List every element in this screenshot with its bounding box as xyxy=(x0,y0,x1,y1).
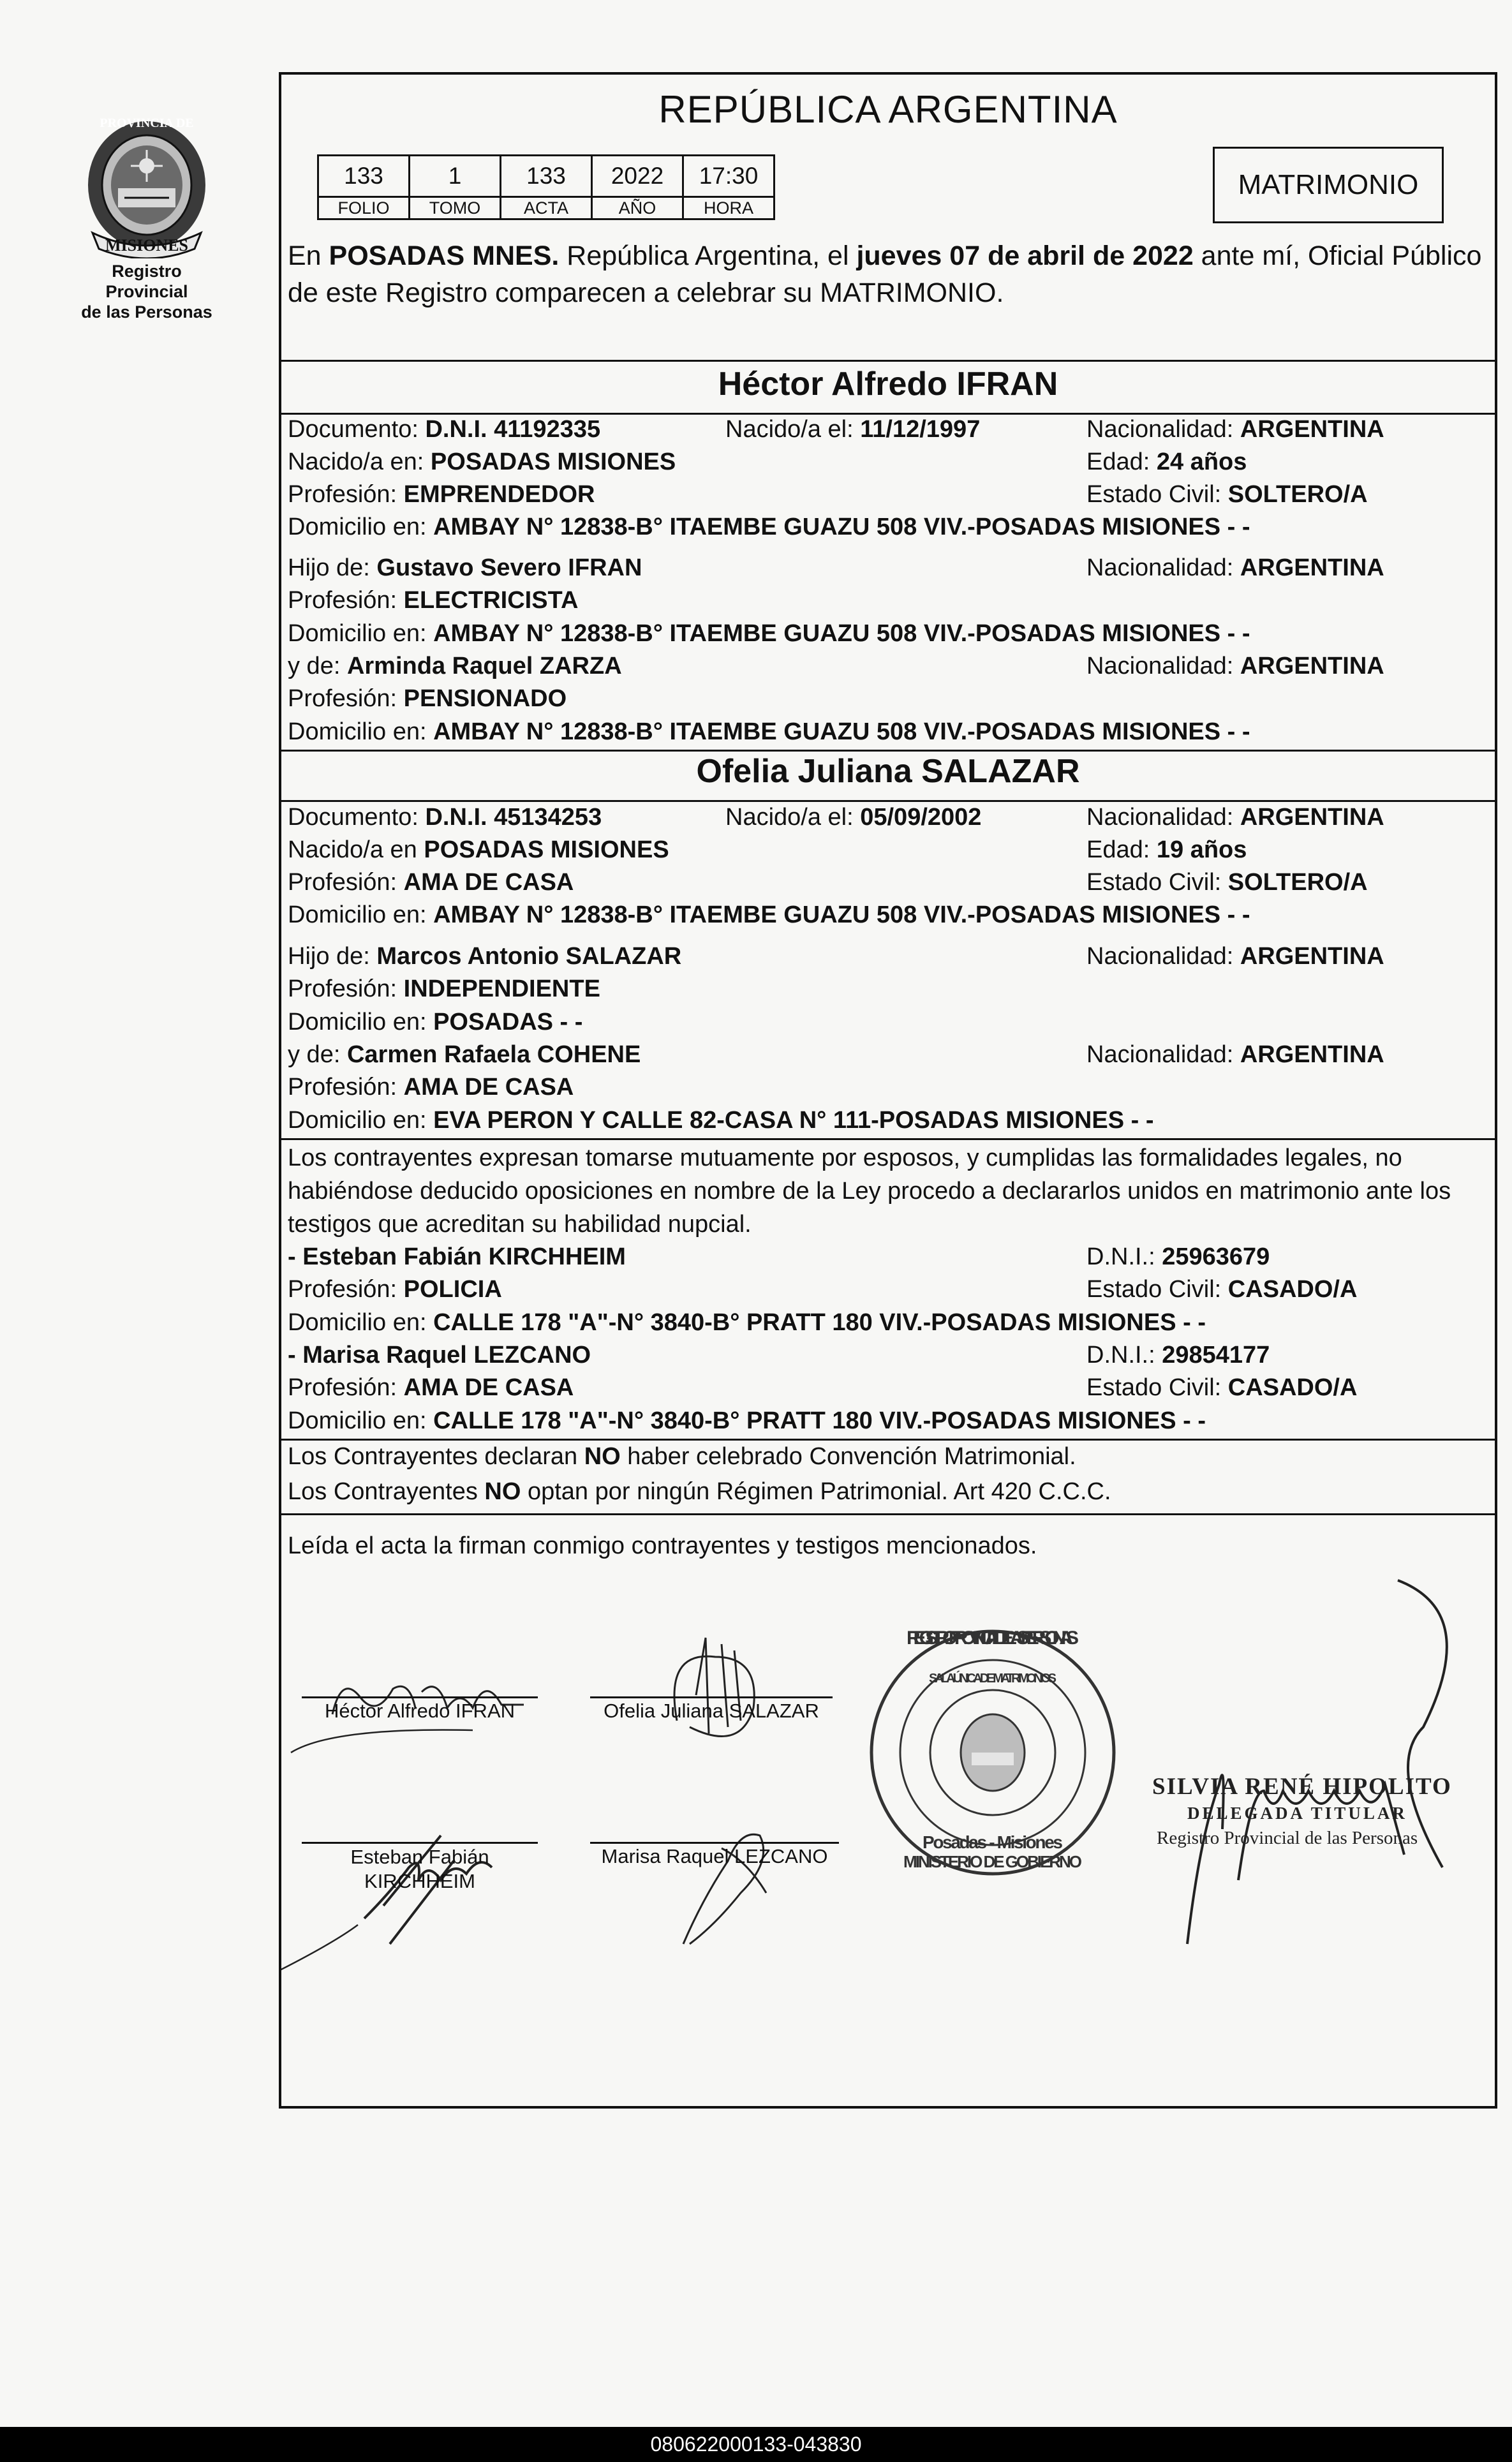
official-signature xyxy=(1187,1580,1447,1944)
bride-signature-label: Ofelia Juliana SALAZAR xyxy=(604,1700,819,1722)
tomo-label: TOMO xyxy=(410,197,501,219)
svg-text:Posadas - Misiones: Posadas - Misiones xyxy=(923,1832,1063,1852)
groom-birthdate: Nacido/a el: 11/12/1997 xyxy=(725,416,981,443)
svg-text:PROVINCIA DE: PROVINCIA DE xyxy=(100,116,194,130)
note-regime: Los Contrayentes NO optan por ningún Régimen Patrimonial. Art 420 C.C.C. xyxy=(288,1478,1111,1505)
groom-father: Hijo de: Gustavo Severo IFRAN xyxy=(288,554,642,581)
page-title: REPÚBLICA ARGENTINA xyxy=(658,88,1118,131)
witness2-civil-status: Estado Civil: CASADO/A xyxy=(1086,1374,1358,1401)
registry-logo xyxy=(70,112,223,322)
groom-profession: Profesión: EMPRENDEDOR xyxy=(288,481,595,508)
witness2-profession: Profesión: AMA DE CASA xyxy=(288,1374,574,1401)
record-reference-table xyxy=(317,154,775,220)
year-value: 2022 xyxy=(592,156,683,197)
groom-birthplace: Nacido/a en: POSADAS MISIONES xyxy=(288,449,676,475)
declaration-text: Los contrayentes expresan tomarse mutuamente por esposos, y cumplidas las formalidades legales, no habiéndose deducido oposiciones en nombre de la Ley procedo a declararlos unidos en matrimonio ante los testigos que acreditan su habilidad nupcial. xyxy=(288,1145,1451,1238)
svg-text:REGISTRO PROVINCIAL DE LAS PER: REGISTRO PROVINCIAL DE LAS PERSONAS xyxy=(907,1628,1079,1649)
divider xyxy=(281,360,1495,362)
logo-caption-line1: Registro Provincial xyxy=(105,262,188,301)
bride-profession: Profesión: AMA DE CASA xyxy=(288,869,574,896)
groom-civil-status: Estado Civil: SOLTERO/A xyxy=(1086,481,1368,508)
bride-father-address: Domicilio en: POSADAS - - xyxy=(288,1009,583,1035)
note-convention: Los Contrayentes declaran NO haber celebrado Convención Matrimonial. xyxy=(288,1443,1076,1470)
tomo-value: 1 xyxy=(410,156,501,197)
bride-birthplace: Nacido/a en POSADAS MISIONES xyxy=(288,836,669,863)
bride-mother: y de: Carmen Rafaela COHENE xyxy=(288,1041,641,1068)
witness2-name: - Marisa Raquel LEZCANO xyxy=(288,1342,591,1368)
hour-value: 17:30 xyxy=(683,156,775,197)
witness1-civil-status: Estado Civil: CASADO/A xyxy=(1086,1276,1358,1303)
signature-line xyxy=(590,1696,833,1698)
bride-document: Documento: D.N.I. 45134253 xyxy=(288,804,602,831)
official-role: DELEGADA TITULAR xyxy=(1187,1804,1407,1823)
official-name: SILVIA RENÉ HIPOLITO xyxy=(1152,1774,1452,1800)
closing-text: Leída el acta la firman conmigo contrayentes y testigos mencionados. xyxy=(288,1532,1037,1559)
groom-mother-profession: Profesión: PENSIONADO xyxy=(288,685,567,712)
divider xyxy=(281,1439,1495,1441)
svg-text:SALA ÚNICA DE MATRIMONIOS: SALA ÚNICA DE MATRIMONIOS xyxy=(929,1672,1056,1686)
witness1-profession: Profesión: POLICIA xyxy=(288,1276,502,1303)
signature-line xyxy=(302,1696,538,1698)
witness1-signature-label: Esteban Fabián KIRCHHEIM xyxy=(350,1846,489,1892)
svg-text:MISIONES: MISIONES xyxy=(105,236,189,255)
groom-father-profession: Profesión: ELECTRICISTA xyxy=(288,587,579,614)
signature-line xyxy=(590,1842,839,1844)
year-label: AÑO xyxy=(592,197,683,219)
groom-mother: y de: Arminda Raquel ZARZA xyxy=(288,653,622,679)
bride-mother-nationality: Nacionalidad: ARGENTINA xyxy=(1086,1041,1384,1068)
acta-value: 133 xyxy=(501,156,592,197)
witness1-name: - Esteban Fabián KIRCHHEIM xyxy=(288,1243,626,1270)
province-emblem-icon xyxy=(80,112,214,258)
groom-father-address: Domicilio en: AMBAY N° 12838-B° ITAEMBE GUAZU 508 VIV.-POSADAS MISIONES - - xyxy=(288,620,1250,647)
witness1-dni: D.N.I.: 25963679 xyxy=(1086,1243,1270,1270)
signature-line xyxy=(302,1842,538,1844)
bride-civil-status: Estado Civil: SOLTERO/A xyxy=(1086,869,1368,896)
registry-stamp xyxy=(871,1628,1114,1874)
bride-birthdate: Nacido/a el: 05/09/2002 xyxy=(725,804,982,831)
bride-age: Edad: 19 años xyxy=(1086,836,1247,863)
document-type-box: MATRIMONIO xyxy=(1213,147,1444,223)
folio-value: 133 xyxy=(318,156,410,197)
bride-name-heading: Ofelia Juliana SALAZAR xyxy=(696,753,1080,790)
folio-label: FOLIO xyxy=(318,197,410,219)
document-code-bar: 080622000133-043830 xyxy=(0,2427,1512,2462)
certificate-frame xyxy=(279,72,1497,2109)
logo-caption-line2: de las Personas xyxy=(81,302,212,322)
witness2-dni: D.N.I.: 29854177 xyxy=(1086,1342,1270,1368)
intro-paragraph: En POSADAS MNES. República Argentina, el jueves 07 de abril de 2022 ante mí, Oficial Público de este Registro comparecen a celebrar su MATRIMONIO. xyxy=(288,241,1482,308)
bride-mother-profession: Profesión: AMA DE CASA xyxy=(288,1074,574,1101)
groom-signature-label: Héctor Alfredo IFRAN xyxy=(324,1700,515,1722)
bride-father-nationality: Nacionalidad: ARGENTINA xyxy=(1086,943,1384,970)
divider xyxy=(281,1513,1495,1515)
groom-document: Documento: D.N.I. 41192335 xyxy=(288,416,601,443)
divider xyxy=(281,413,1495,415)
bride-address: Domicilio en: AMBAY N° 12838-B° ITAEMBE GUAZU 508 VIV.-POSADAS MISIONES - - xyxy=(288,901,1250,928)
divider xyxy=(281,750,1495,752)
groom-name-heading: Héctor Alfredo IFRAN xyxy=(718,366,1058,403)
groom-mother-nationality: Nacionalidad: ARGENTINA xyxy=(1086,653,1384,679)
witness2-address: Domicilio en: CALLE 178 "A"-N° 3840-B° PRATT 180 VIV.-POSADAS MISIONES - - xyxy=(288,1407,1206,1434)
bride-father-profession: Profesión: INDEPENDIENTE xyxy=(288,975,600,1002)
bride-mother-address: Domicilio en: EVA PERON Y CALLE 82-CASA N° 111-POSADAS MISIONES - - xyxy=(288,1107,1154,1134)
acta-label: ACTA xyxy=(501,197,592,219)
groom-father-nationality: Nacionalidad: ARGENTINA xyxy=(1086,554,1384,581)
divider xyxy=(281,800,1495,802)
hour-label: HORA xyxy=(683,197,775,219)
groom-nationality: Nacionalidad: ARGENTINA xyxy=(1086,416,1384,443)
witness2-signature-label: Marisa Raquel LEZCANO xyxy=(601,1845,828,1867)
bride-nationality: Nacionalidad: ARGENTINA xyxy=(1086,804,1384,831)
groom-age: Edad: 24 años xyxy=(1086,449,1247,475)
divider xyxy=(281,1138,1495,1140)
official-office: Registro Provincial de las Personas xyxy=(1157,1828,1418,1848)
groom-mother-address: Domicilio en: AMBAY N° 12838-B° ITAEMBE GUAZU 508 VIV.-POSADAS MISIONES - - xyxy=(288,718,1250,745)
svg-text:MINISTERIO DE GOBIERNO: MINISTERIO DE GOBIERNO xyxy=(903,1852,1082,1871)
witness1-address: Domicilio en: CALLE 178 "A"-N° 3840-B° PRATT 180 VIV.-POSADAS MISIONES - - xyxy=(288,1309,1206,1336)
bride-father: Hijo de: Marcos Antonio SALAZAR xyxy=(288,943,682,970)
groom-address: Domicilio en: AMBAY N° 12838-B° ITAEMBE GUAZU 508 VIV.-POSADAS MISIONES - - xyxy=(288,514,1250,540)
